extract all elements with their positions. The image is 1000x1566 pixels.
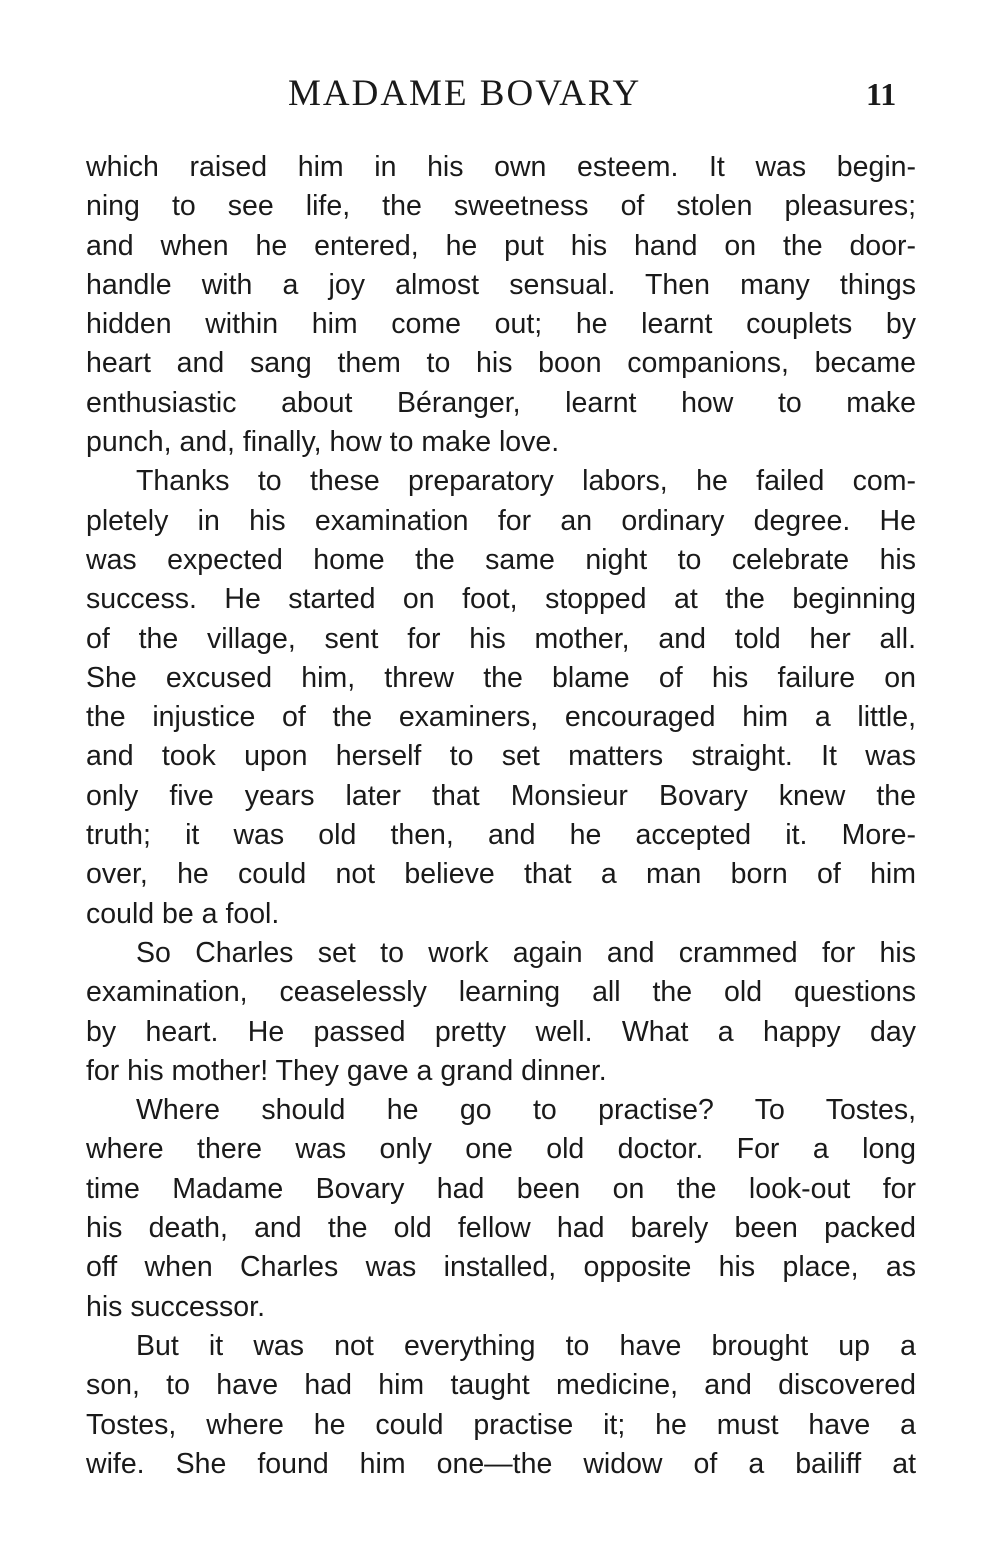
text-line: success. He started on foot, stopped at the beginning (86, 583, 916, 616)
text-line: and when he entered, he put his hand on the door- (86, 229, 916, 262)
text-line: wife. She found him one—the widow of a bailiff at (86, 1447, 916, 1480)
page-number: 11 (866, 76, 897, 112)
text-line: which raised him in his own esteem. It was begin- (86, 151, 916, 183)
text-line: truth; it was old then, and he accepted it. More- (86, 819, 916, 852)
body-text (86, 148, 916, 1484)
text-line: handle with a joy almost sensual. Then many things (86, 268, 916, 301)
text-line: time Madame Bovary had been on the look-out for (86, 1172, 916, 1205)
text-line: his successor. (86, 1290, 265, 1323)
running-head (0, 72, 1000, 122)
text-line: enthusiastic about Béranger, learnt how to make (86, 386, 916, 419)
text-line: hidden within him come out; he learnt couplets by (86, 308, 916, 341)
text-line: examination, ceaselessly learning all the old questions (86, 976, 916, 1009)
text-line: So Charles set to work again and crammed for his (136, 936, 916, 969)
text-line: was expected home the same night to celebrate his (86, 543, 916, 576)
text-line: heart and sang them to his boon companions, became (86, 347, 916, 380)
text-line: pletely in his examination for an ordinary degree. He (86, 504, 916, 537)
text-line: his death, and the old fellow had barely been packed (86, 1212, 916, 1245)
text-line: for his mother! They gave a grand dinner. (86, 1054, 607, 1087)
text-line: off when Charles was installed, opposite his place, as (86, 1251, 916, 1284)
text-line: where there was only one old doctor. For a long (86, 1133, 916, 1166)
text-line: Tostes, where he could practise it; he must have a (86, 1408, 916, 1441)
text-line: son, to have had him taught medicine, and discovered (86, 1369, 916, 1402)
text-line: of the village, sent for his mother, and told her all. (86, 622, 916, 655)
text-line: the injustice of the examiners, encouraged him a little, (86, 701, 916, 734)
text-line: could be a fool. (86, 897, 280, 930)
text-line: She excused him, threw the blame of his failure on (86, 661, 916, 694)
text-line: Thanks to these preparatory labors, he failed com- (136, 465, 916, 498)
text-line: But it was not everything to have brought up a (136, 1329, 916, 1362)
text-line: over, he could not believe that a man born of him (86, 858, 916, 891)
text-line: only five years later that Monsieur Bovary knew the (86, 779, 916, 812)
text-line: punch, and, finally, how to make love. (86, 426, 560, 459)
text-line: and took upon herself to set matters straight. It was (86, 740, 916, 773)
running-title: MADAME BOVARY (288, 73, 642, 114)
text-line: by heart. He passed pretty well. What a happy day (86, 1015, 916, 1048)
text-line: Where should he go to practise? To Tostes, (136, 1094, 916, 1127)
text-line: ning to see life, the sweetness of stolen pleasures; (86, 190, 916, 223)
